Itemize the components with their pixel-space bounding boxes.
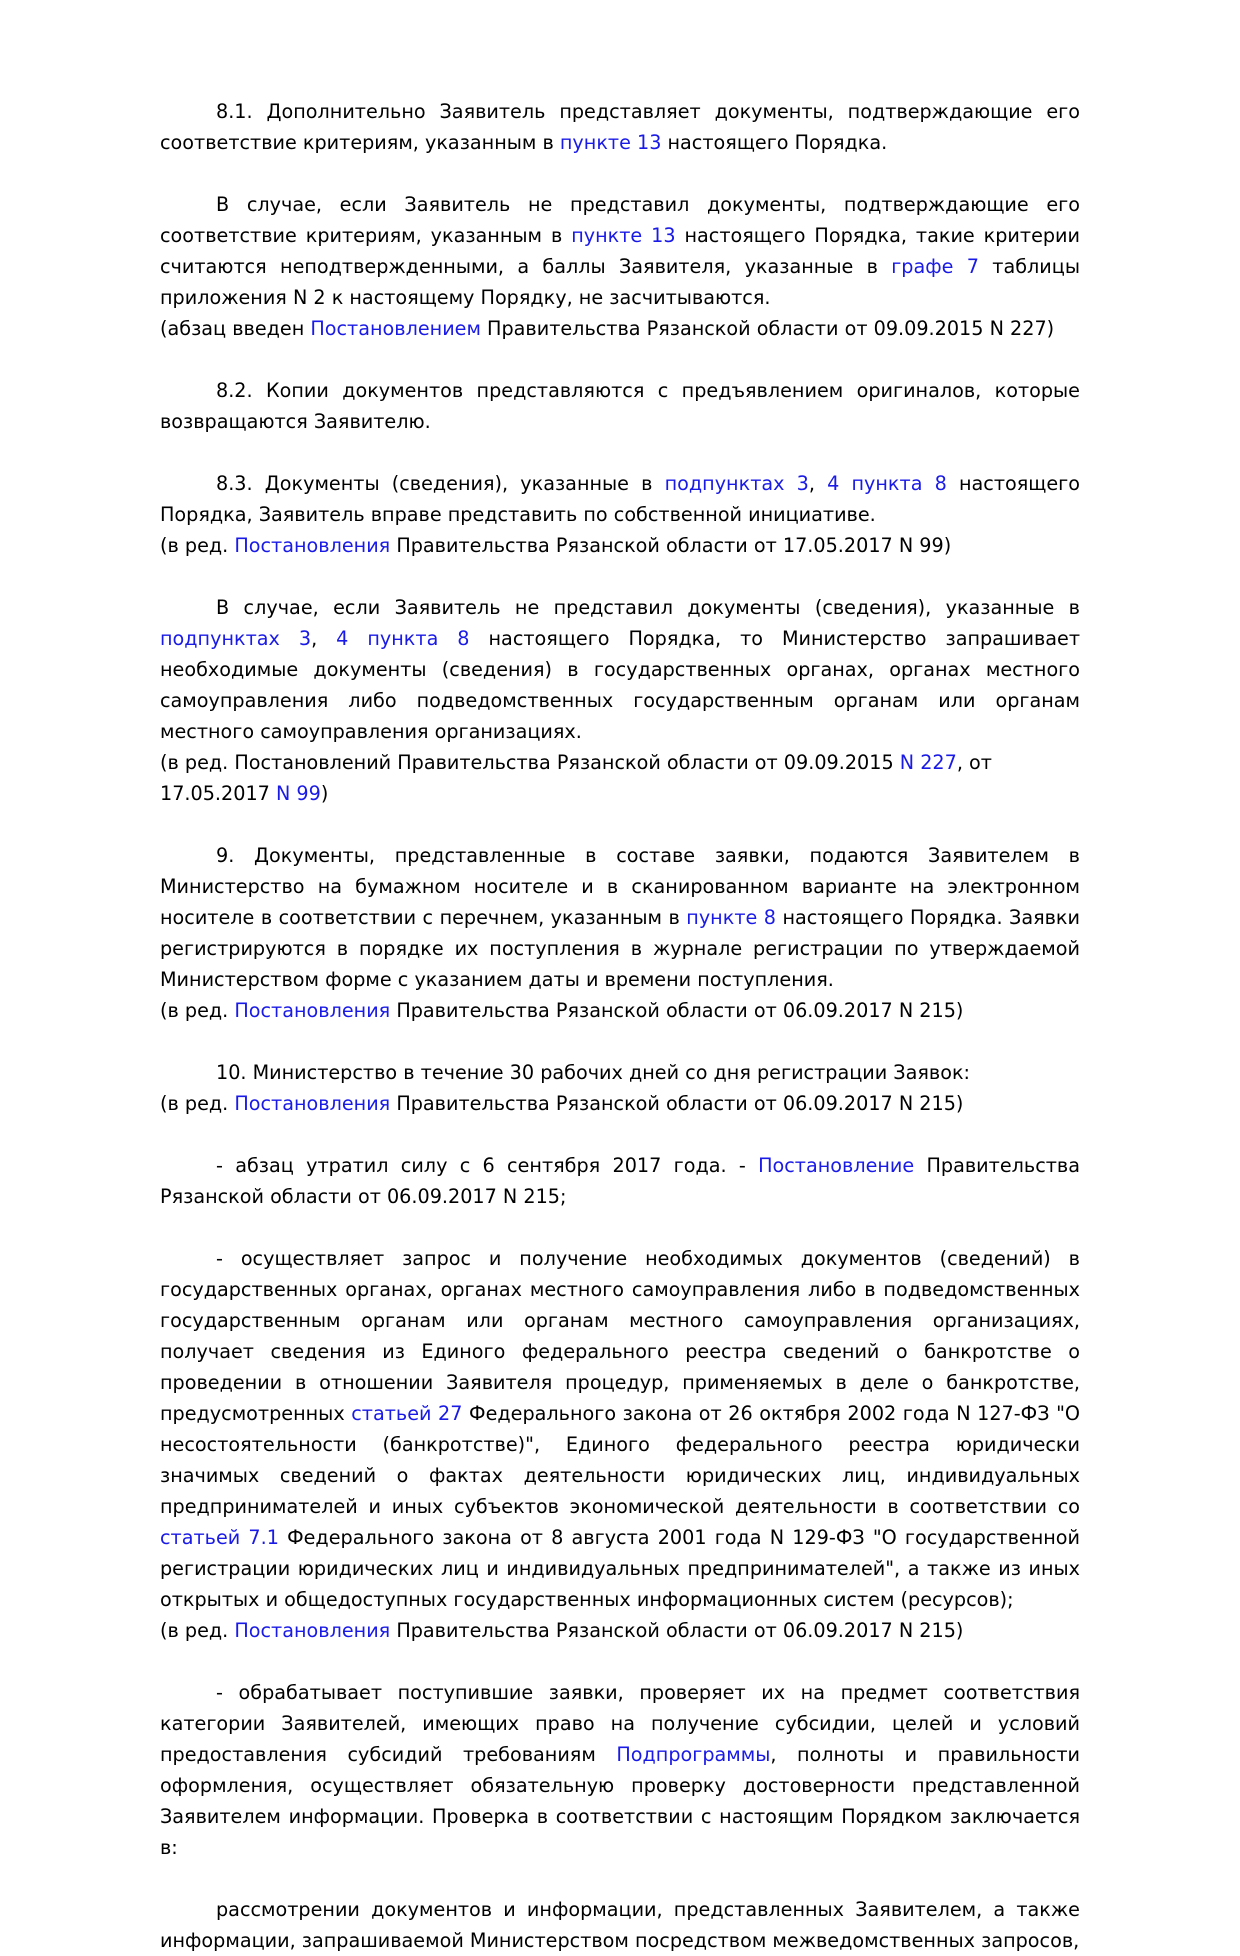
legal-reference-link[interactable]: Подпрограммы [616,1743,771,1766]
text-run: (в ред. [160,534,235,557]
body-paragraph [160,375,1080,437]
text-run: Правительства Рязанской области от 06.09.2017 N 215; [160,1154,1080,1208]
body-paragraph [160,189,1080,313]
text-run: , [808,472,828,495]
text-run: Правительства Рязанской области от 06.09.2017 N 215) [390,999,964,1022]
text-run: Правительства Рязанской области от 06.09.2017 N 215) [390,1619,964,1642]
legal-reference-link[interactable]: N 227 [899,751,957,774]
text-run: настоящего Порядка. [661,131,888,154]
legal-reference-link[interactable]: 4 пункта 8 [336,627,470,650]
body-paragraph [160,1150,1080,1212]
legal-reference-link[interactable]: N 99 [275,782,321,805]
text-run: , полноты и правильности оформления, осуществляет обязательную проверку достоверности представленной Заявителем информации. Проверка в соответствии с настоящим Порядком заключается в: [160,1743,1080,1859]
text-run: Правительства Рязанской области от 17.05.2017 N 99) [390,534,952,557]
text-run: - обрабатывает поступившие заявки, проверяет их на предмет соответствия категории Заявителей, имеющих право на получение субсидии, целей и условий предоставления субсидий требованиям [160,1681,1080,1766]
body-paragraph [160,96,1080,158]
amendment-note [160,1615,1080,1646]
text-run: , [311,627,337,650]
body-paragraph [160,1057,1080,1088]
legal-reference-link[interactable]: 4 пункта 8 [827,472,947,495]
text-run: (в ред. [160,1619,235,1642]
text-run: - абзац утратил силу с 6 сентября 2017 года. - [216,1154,759,1177]
text-run: настоящего Порядка, такие критерии считаются неподтвержденными, а баллы Заявителя, указанные в [160,224,1080,278]
text-run: (в ред. [160,1092,235,1115]
legal-reference-link[interactable]: пункте 8 [686,906,776,929]
text-run: настоящего Порядка, Заявитель вправе представить по собственной инициативе. [160,472,1080,526]
legal-reference-link[interactable]: Постановлением [310,317,481,340]
legal-reference-link[interactable]: статьей 7.1 [160,1526,279,1549]
text-run: 8.2. Копии документов представляются с предъявлением оригиналов, которые возвращаются Заявителю. [160,379,1080,433]
body-paragraph [160,468,1080,530]
body-paragraph [160,592,1080,747]
document-body [160,96,1080,1956]
legal-reference-link[interactable]: Постановления [234,1092,391,1115]
legal-reference-link[interactable]: пункте 13 [571,224,676,247]
amendment-note [160,995,1080,1026]
text-run: таблицы приложения N 2 к настоящему Порядку, не засчитываются. [160,255,1080,309]
body-paragraph [160,840,1080,995]
legal-reference-link[interactable]: подпунктах 3 [160,627,312,650]
amendment-note [160,747,1080,809]
text-run: настоящего Порядка. Заявки регистрируются в порядке их поступления в журнале регистрации по утверждаемой Министерством форме с указанием даты и времени поступления. [160,906,1080,991]
text-run: В случае, если Заявитель не представил документы (сведения), указанные в [216,596,1080,619]
text-run: ) [320,782,329,805]
text-run: (в ред. [160,999,235,1022]
legal-reference-link[interactable]: Постановление [758,1154,915,1177]
text-run: , от 17.05.2017 [160,751,992,805]
text-run: Правительства Рязанской области от 06.09.2017 N 215) [390,1092,964,1115]
body-paragraph [160,1243,1080,1615]
text-run: 8.1. Дополнительно Заявитель представляет документы, подтверждающие его соответствие критериям, указанным в [160,100,1080,154]
text-run: (абзац введен [160,317,311,340]
legal-reference-link[interactable]: подпунктах 3 [664,472,809,495]
body-paragraph [160,1677,1080,1863]
text-run: рассмотрении документов и информации, представленных Заявителем, а также информации, запрашиваемой Министерством посредством межведомственных запросов, [160,1898,1080,1952]
text-run: 8.3. Документы (сведения), указанные в [216,472,665,495]
amendment-note [160,530,1080,561]
text-run: 10. Министерство в течение 30 рабочих дней со дня регистрации Заявок: [216,1061,970,1084]
legal-reference-link[interactable]: графе 7 [891,255,979,278]
text-run: В случае, если Заявитель не представил документы, подтверждающие его соответствие критериям, указанным в [160,193,1080,247]
text-run: - осуществляет запрос и получение необходимых документов (сведений) в государственных органах, органах местного самоуправления либо в подведомственных государственным органам или органам местного самоуправления организациях, получает сведения из Единого федерального реестра сведений о банкротстве о проведении в отношении Заявителя процедур, применяемых в деле о банкротстве, предусмотренных [160,1247,1080,1425]
text-run: 9. Документы, представленные в составе заявки, подаются Заявителем в Министерство на бумажном носителе и в сканированном варианте на электронном носителе в соответствии с перечнем, указанным в [160,844,1080,929]
text-run: Правительства Рязанской области от 09.09.2015 N 227) [480,317,1055,340]
legal-reference-link[interactable]: статьей 27 [351,1402,463,1425]
legal-reference-link[interactable]: Постановления [234,999,391,1022]
text-run: настоящего Порядка, то Министерство запрашивает необходимые документы (сведения) в государственных органах, органах местного самоуправления либо подведомственных государственным органам или органам местного самоуправления организациях. [160,627,1081,743]
amendment-note [160,1088,1080,1119]
legal-reference-link[interactable]: Постановления [234,534,391,557]
legal-reference-link[interactable]: Постановления [234,1619,391,1642]
body-paragraph [160,1894,1080,1956]
legal-reference-link[interactable]: пункте 13 [559,131,662,154]
amendment-note [160,313,1080,344]
text-run: Федерального закона от 8 августа 2001 года N 129-ФЗ "О государственной регистрации юридических лиц и индивидуальных предпринимателей", а также из иных открытых и общедоступных государственных информационных систем (ресурсов); [160,1526,1080,1611]
text-run: (в ред. Постановлений Правительства Рязанской области от 09.09.2015 [160,751,900,774]
text-run: Федерального закона от 26 октября 2002 года N 127-ФЗ "О несостоятельности (банкротстве)", Единого федерального реестра юридически значимых сведений о фактах деятельности юридических лиц, индивидуальных предпринимателей и иных субъектов экономической деятельности в соответствии со [160,1402,1080,1518]
